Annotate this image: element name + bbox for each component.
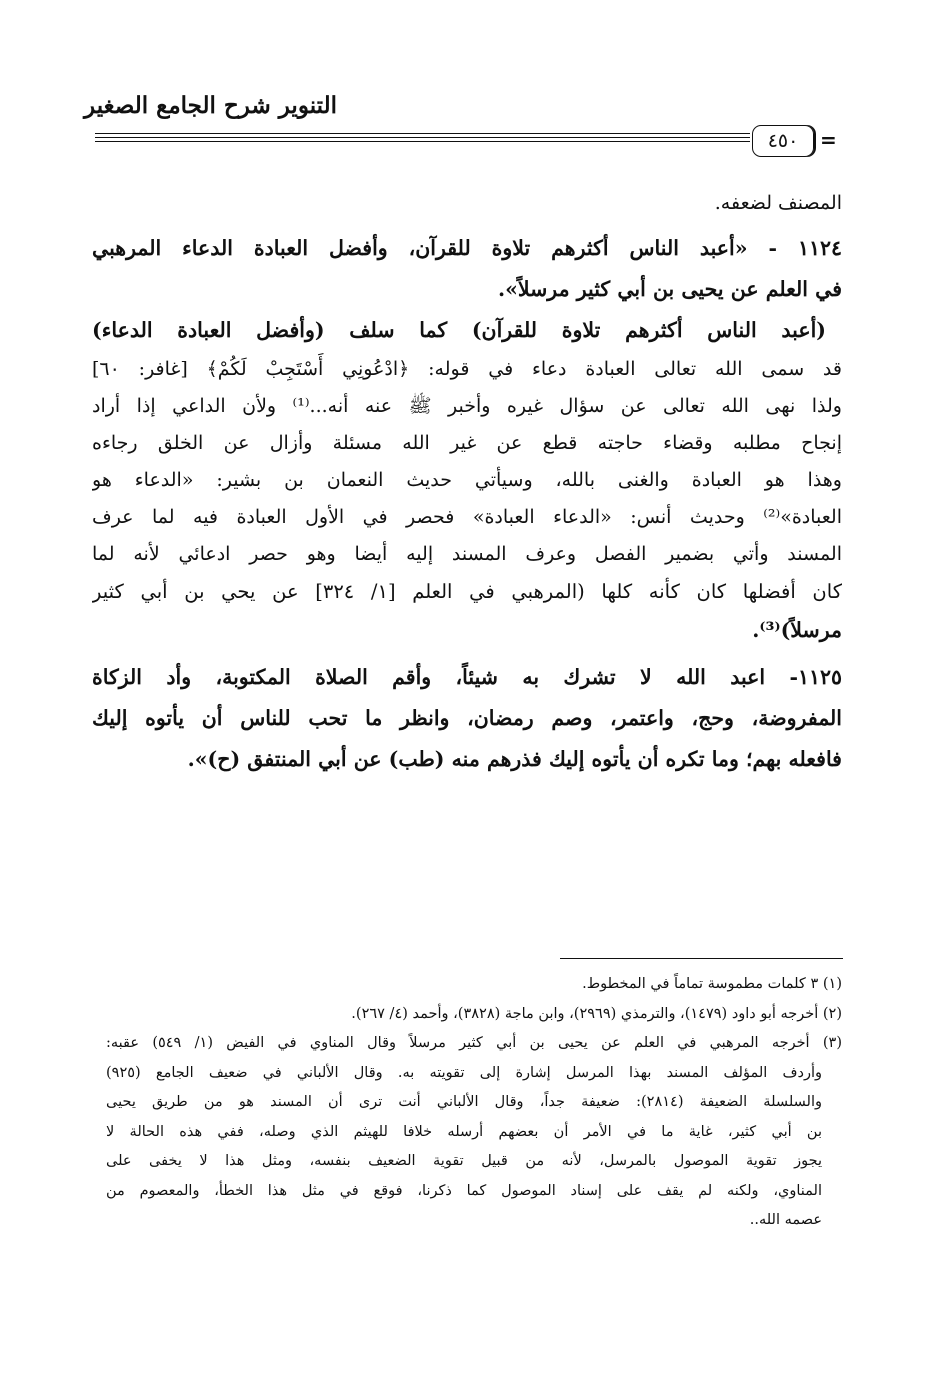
page-number: ٤٥٠	[752, 125, 814, 157]
footnote-line: بن أبي كثير، غاية ما في الأمر أن بعضهم أرسله خلافا للهيثم الذي وصله، ففي هذه الحالة لا	[106, 1123, 822, 1140]
header-rule	[95, 133, 750, 145]
text-line: ١١٢٥- اعبد الله لا تشرك به شيئاً، وأقم الصلاة المكتوبة، وأد الزكاة	[92, 665, 842, 689]
footnote-line: يجوز تقوية الموصول بالمرسل، لأنه من قبيل تقوية الضعيف بنفسه، ومثل هذا لا يخفى على	[106, 1153, 822, 1169]
header-edge-mark: =	[820, 128, 837, 152]
footnote-line: (٣) أخرجه المرهبي في العلم عن يحيى بن أبي كثير مرسلاً وقال المناوي في الفيض (١/ ٥٤٩) عقبه:	[106, 1035, 842, 1051]
text-line: فافعله بهم؛ وما تكره أن يأتوه إليك فذرهم منه (طب) عن أبي المنتفق (ح)».	[187, 747, 842, 771]
text-line: المسند وأتي بضمير الفصل وعرف المسند إليه أيضا وهو حصر ادعائي لأنه لما	[92, 543, 842, 565]
footnote-line: عصمه الله..	[749, 1212, 822, 1228]
text-line: قد سمى الله تعالى العبادة دعاء في قوله: ﴿ادْعُونِي أَسْتَجِبْ لَكُمْ﴾ [غافر: ٦٠]	[92, 358, 842, 380]
text-line: إنجاح مطلبه وقضاء حاجته قطع عن غير الله مسئلة وأزال عن الخلق رجاءه	[92, 432, 842, 454]
text-line: المصنف لضعفه.	[714, 192, 842, 214]
text-line: وهذا هو العبادة والغنى بالله، وسيأتي حديث النعمان بن بشير: «الدعاء هو	[92, 469, 842, 491]
text-line: مرسلاً)⁽³⁾.	[752, 618, 842, 642]
text-line: كان أفضلها كان كأنه كلها (المرهبي في العلم [١/ ٣٢٤] عن يحي بن أبي كثير	[92, 580, 842, 603]
footnote-separator	[560, 958, 843, 959]
text-line: (أعبد الناس أكثرهم تلاوة للقرآن) كما سلف (وأفضل العبادة الدعاء)	[92, 318, 826, 342]
footnote-line: المناوي، ولكنه لم يقف على إسناد الموصول كما ذكرنا، فوقع في مثل هذا الخطأ، والمعصوم من	[106, 1182, 822, 1199]
running-header-title: التنوير شرح الجامع الصغير	[84, 92, 337, 119]
main-text	[92, 185, 842, 780]
text-line: ١١٢٤ - «أعبد الناس أكثرهم تلاوة للقرآن، وأفضل العبادة الدعاء المرهبي	[92, 236, 842, 260]
footnote-line: (٢) أخرجه أبو داود (١٤٧٩)، والترمذي (٢٩٦٩)، وابن ماجة (٣٨٢٨)، وأحمد (٤/ ٢٦٧).	[351, 1005, 842, 1022]
footnote-line: والسلسلة الضعيفة (٢٨١٤): ضعيفة جداً، وقال الألباني أنت ترى أن المسند هو من طريق يحيى	[106, 1094, 823, 1110]
footnotes	[106, 970, 842, 1236]
footnote-line: وأردف المؤلف المسند بهذا المرسل إشارة إلى تقويته به. وقال الألباني في ضعيف الجامع (٩٢٥)	[106, 1064, 822, 1081]
text-line: العبادة»⁽²⁾ وحديث أنس: «الدعاء العبادة» فحصر في الأول العبادة فيه لما عرف	[92, 506, 842, 528]
text-line: المفروضة، وحج، واعتمر، وصم رمضان، وانظر ما تحب للناس أن يأتوه إليك	[92, 706, 842, 730]
text-line: ولذا نهى الله تعالى عن سؤال غيره وأخبر ﷺ عنه أنه...⁽¹⁾ ولأن الداعي إذا أراد	[92, 395, 842, 417]
text-line: في العلم عن يحيى بن أبي كثير مرسلاً».	[497, 277, 842, 301]
footnote-line: (١) ٣ كلمات مطموسة تماماً في المخطوط.	[582, 976, 842, 992]
